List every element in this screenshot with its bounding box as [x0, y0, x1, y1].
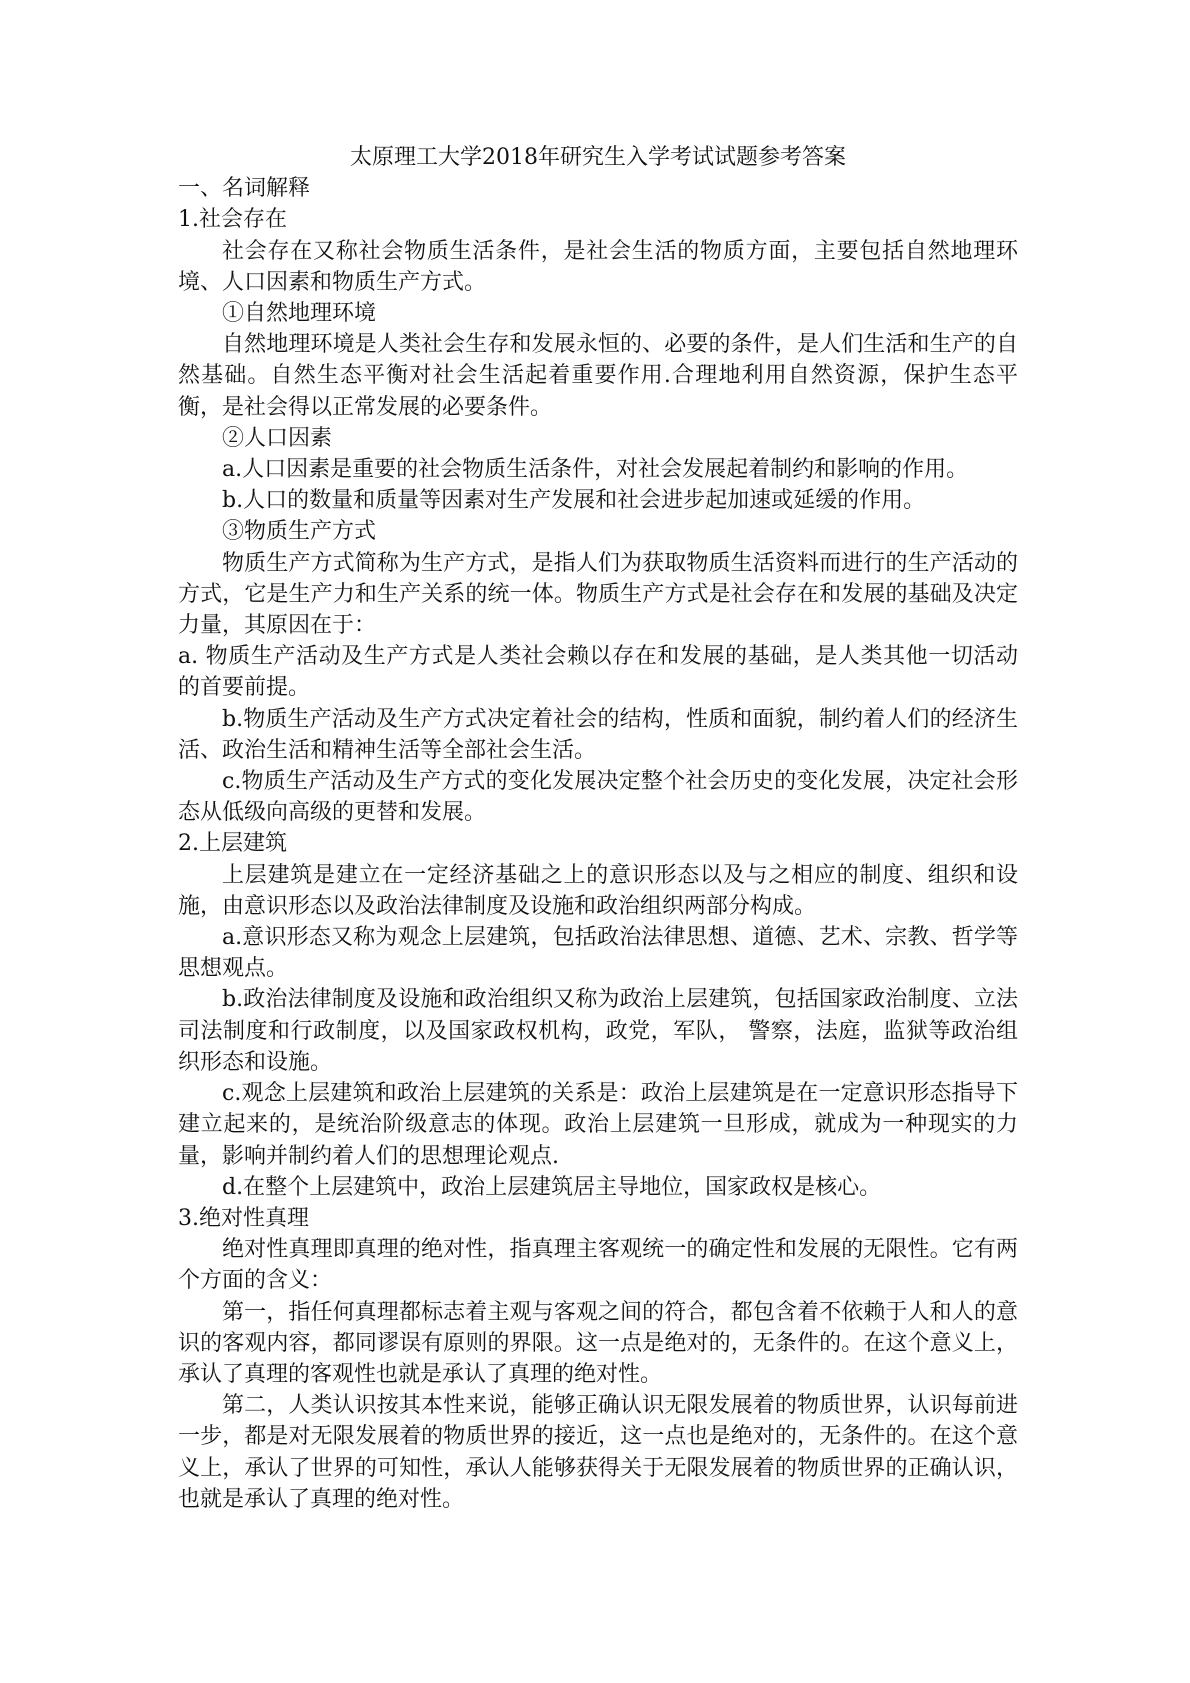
section-heading: 一、名词解释 [178, 176, 311, 202]
paragraph: a.意识形态又称为观念上层建筑，包括政治法律思想、道德、艺术、宗教、哲学等思想观点。 [178, 925, 1018, 982]
document-title: 太原理工大学2018年研究生入学考试试题参考答案 [350, 145, 846, 170]
subheading: ③物质生产方式 [222, 519, 377, 545]
paragraph: c.物质生产活动及生产方式的变化发展决定整个社会历史的变化发展，决定社会形态从低级向高级的更替和发展。 [178, 769, 1018, 826]
term-section [178, 1203, 1018, 1515]
paragraph: 自然地理环境是人类社会生存和发展永恒的、必要的条件，是人们生活和生产的自然基础。自然生态平衡对社会生活起着重要作用.合理地利用自然资源，保护生态平衡，是社会得以正常发展的必要条件。 [178, 332, 1018, 420]
term-section [178, 204, 1018, 828]
term-heading: 3.绝对性真理 [178, 1205, 309, 1231]
paragraph: b.政治法律制度及设施和政治组织又称为政治上层建筑，包括国家政治制度、立法司法制度和行政制度，以及国家政权机构，政党，军队， 警察，法庭，监狱等政治组织形态和设施。 [178, 987, 1018, 1075]
subheading: ②人口因素 [222, 425, 333, 451]
paragraph: 绝对性真理即真理的绝对性，指真理主客观统一的确定性和发展的无限性。它有两个方面的含义： [178, 1237, 1018, 1294]
paragraph: b.人口的数量和质量等因素对生产发展和社会进步起加速或延缓的作用。 [222, 488, 926, 514]
paragraph: 物质生产方式简称为生产方式，是指人们为获取物质生活资料而进行的生产活动的方式，它是生产力和生产关系的统一体。物质生产方式是社会存在和发展的基础及决定力量，其原因在于： [178, 550, 1018, 639]
term-section [178, 828, 1018, 1202]
paragraph: 社会存在又称社会物质生活条件，是社会生活的物质方面，主要包括自然地理环境、人口因素和物质生产方式。 [178, 238, 1018, 295]
term-heading: 1.社会存在 [178, 207, 287, 233]
document-page [178, 142, 1018, 1515]
paragraph: 第一，指任何真理都标志着主观与客观之间的符合，都包含着不依赖于人和人的意识的客观内容，都同谬误有原则的界限。这一点是绝对的，无条件的。在这个意义上，承认了真理的客观性也就是承认了真理的绝对性。 [178, 1299, 1018, 1387]
term-heading: 2.上层建筑 [178, 831, 287, 857]
subheading: ①自然地理环境 [222, 301, 377, 327]
paragraph: a. 物质生产活动及生产方式是人类社会赖以存在和发展的基础，是人类其他一切活动的首要前提。 [178, 644, 1018, 701]
paragraph: b.物质生产活动及生产方式决定着社会的结构，性质和面貌，制约着人们的经济生活、政治生活和精神生活等全部社会生活。 [178, 706, 1018, 763]
paragraph: d.在整个上层建筑中，政治上层建筑居主导地位，国家政权是核心。 [222, 1174, 882, 1200]
paragraph: c.观念上层建筑和政治上层建筑的关系是：政治上层建筑是在一定意识形态指导下建立起来的，是统治阶级意志的体现。政治上层建筑一旦形成，就成为一种现实的力量，影响并制约着人们的思想理论观点. [178, 1081, 1018, 1169]
paragraph: 上层建筑是建立在一定经济基础之上的意识形态以及与之相应的制度、组织和设施，由意识形态以及政治法律制度及设施和政治组织两部分构成。 [178, 862, 1018, 919]
paragraph: a.人口因素是重要的社会物质生活条件，对社会发展起着制约和影响的作用。 [222, 457, 969, 483]
paragraph: 第二，人类认识按其本性来说，能够正确认识无限发展着的物质世界，认识每前进一步，都是对无限发展着的物质世界的接近，这一点也是绝对的，无条件的。在这个意义上，承认了世界的可知性，承认人能够获得关于无限发展着的物质世界的正确认识，也就是承认了真理的绝对性。 [178, 1393, 1018, 1512]
